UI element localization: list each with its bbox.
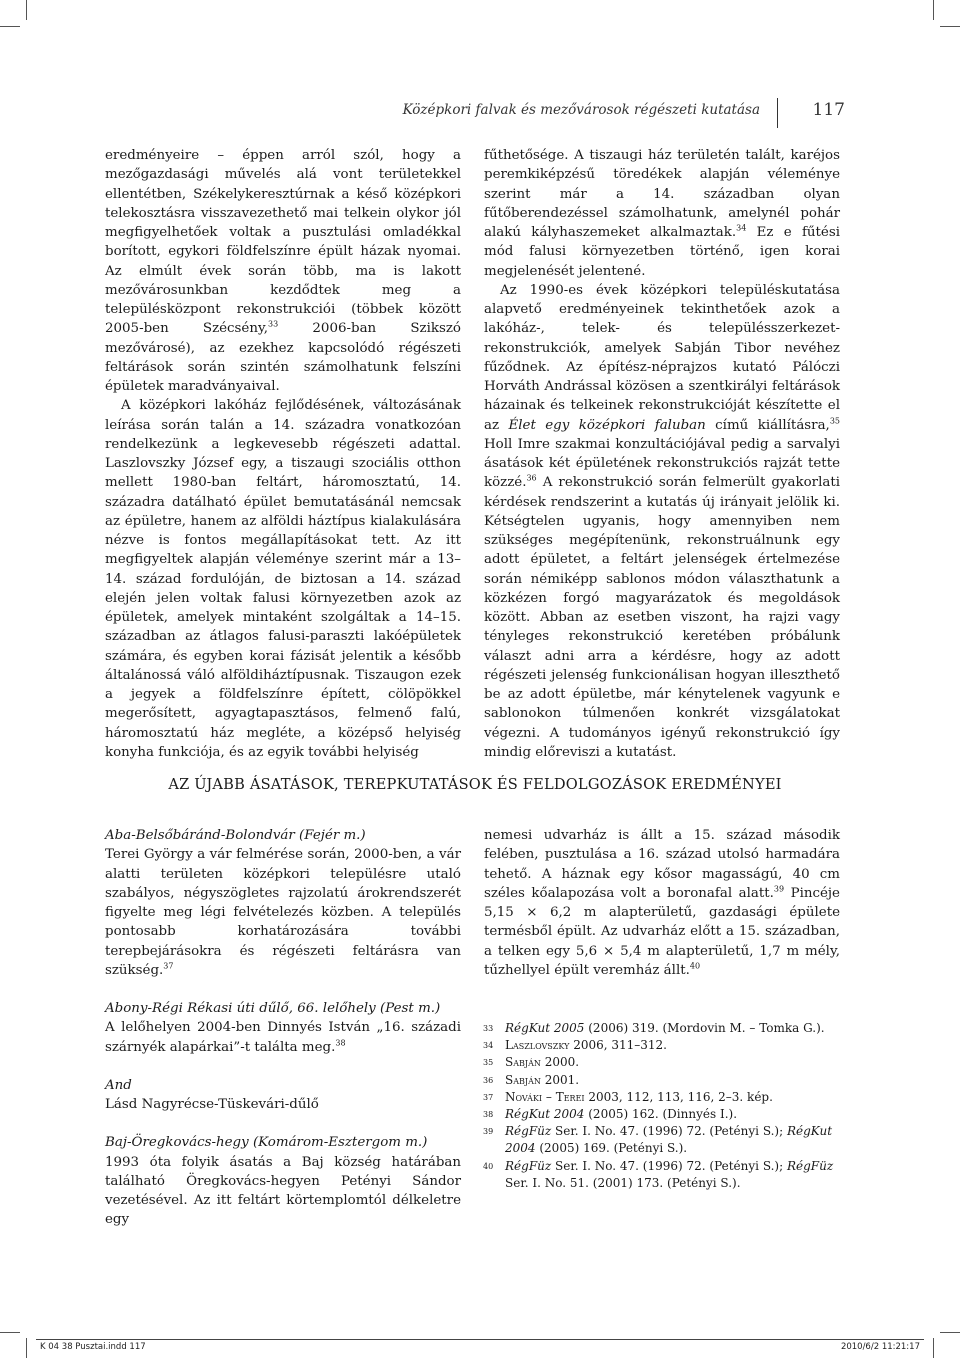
footnote-text: Nováki – Terei: [505, 1089, 585, 1104]
footnote-ref[interactable]: 36: [526, 473, 537, 483]
slug-file: K 04 38 Pusztai.indd 117: [40, 1342, 146, 1352]
footnote-text: RégKut 2004: [505, 1124, 833, 1156]
footnote-ref[interactable]: 40: [689, 961, 701, 971]
footnote-number: 40: [483, 1161, 494, 1171]
entry-text: Terei György a vár felmérése során, 2000-ben, a vár alatti területen középkori településre utaló szabályos, négyszögletes rajzolatú árokrendszerét figyelte meg légi felvételezés közben. A település pontosabb korhatározására további terepbejárásokra és régészeti feltárásra van szükség.$^{37}$: [105, 847, 461, 978]
footnote: [483, 1106, 843, 1123]
left-column-body: [105, 146, 461, 762]
page-number: 117: [812, 100, 845, 120]
footnote-text: RégFüz: [505, 1158, 552, 1173]
footnote: [483, 1089, 843, 1106]
footnote-ref[interactable]: 37: [163, 961, 174, 971]
section-heading: AZ ÚJABB ÁSATÁSOK, TEREPKUTATÁSOK ÉS FELDOLGOZÁSOK EREDMÉNYEI: [168, 776, 782, 793]
running-title: Középkori falvak és mezővárosok régészeti kutatása: [402, 102, 760, 118]
footnote-ref[interactable]: 33: [268, 319, 279, 329]
entry-text: 1993 óta folyik ásatás a Baj község határában található Öregkovács-hegyen Petényi Sándor vezetésével. Az itt feltárt körtemplomtól délkeletre egy: [105, 1154, 461, 1228]
right-column-lower: [484, 826, 840, 980]
footnote-text: RégFüz: [505, 1124, 552, 1139]
gazetteer-entry: [105, 999, 461, 1057]
footnote: [483, 1123, 843, 1157]
footnote-number: 34: [483, 1041, 494, 1051]
footnote-text: RégKut 2005: [505, 1021, 585, 1035]
footnote-number: 38: [483, 1110, 494, 1120]
crop-mark: [933, 1338, 934, 1358]
footnote: [483, 1037, 843, 1054]
footnote-number: 37: [483, 1092, 494, 1102]
footnote-text: 2001.: [540, 1072, 580, 1087]
footnotes: [483, 1020, 843, 1192]
footnote-number: 35: [483, 1058, 494, 1068]
entry-text: A lelőhelyen 2004-ben Dinnyés István „16. századi szárnyék alapárkai”-t találta meg.$^{38}$: [105, 1020, 461, 1055]
footnote-text: Ser. I. No. 47. (1996) 72. (Petényi S.);: [551, 1124, 787, 1139]
footnote-ref[interactable]: 35: [829, 416, 840, 426]
footnote-text: Sabján: [505, 1072, 541, 1087]
paragraph: A középkori lakóház fejlődésének, változásának leírása során talán a 14. századra vonatkozóan rendelkezünk a legkevesebb régészeti adattal. Laszlovszky József egy, a tiszaugi szociális otthon mellett 1980-ban feltárt, háromosztatú, 14. századra datálható épület bemutatásánál nemcsak az épületre, hanem az alföldi háztípus kialakulására nézve is fontos megállapításokat tett. Az itt megfigyeltek alapján véleménye szerint már a 13–14. század fordulóján, de biztosan a 14. század elején jelen voltak falusi környezetben azok az épületek, amelyek mintaként szolgáltak a 14–15. században az átlagos falusi-paraszti lakóépületek számára, és egyben korai fázisát jelentik a később általánossá váló alföldiháztípusnak. Tiszaugon ezek a jegyek a földfelszínre épített, cölöpökkel megerősített, agyagtapasztásos, felmenő falú, háromosztatú ház megléte, a középső helyiség konyha funkciója, és az egyik további helyiség: [105, 398, 461, 760]
crop-mark: [940, 26, 960, 27]
footnote-text: Ser. I. No. 47. (1996) 72. (Petényi S.);: [551, 1158, 787, 1173]
gazetteer-entries: [105, 826, 461, 1249]
footnote-text: Laszlovszky: [505, 1038, 570, 1053]
header-divider: [777, 98, 778, 128]
entry-title: And: [105, 1077, 132, 1093]
print-slug: [36, 1339, 924, 1353]
footnote-ref[interactable]: 34: [736, 223, 747, 233]
footnote-number: 39: [483, 1127, 494, 1137]
right-column-body: [484, 146, 840, 762]
footnote: [483, 1020, 843, 1037]
entry-title: Abony-Régi Rékasi úti dűlő, 66. lelőhely (Pest m.): [105, 1001, 441, 1016]
footnote-text: 2000.: [540, 1055, 580, 1070]
footnote-number: 36: [483, 1075, 494, 1085]
footnote: [483, 1072, 843, 1089]
crop-mark: [0, 26, 20, 27]
crop-mark: [26, 0, 27, 20]
paragraph: eredményeire – éppen arról szól, hogy a mezőgazdasági művelés alá vont területekkel ellentétben, Székelykeresztúrnak a késő középkori telekosztásra visszavezethető mai telkein olykor jól megfigyelhetőek voltak a pusztulási omladékkal borított, egykori földfelszínre épült házak nyomai. Az elmúlt évek során több, ma is lakott mezővárosunkban kezdődtek meg a településközpont rekonstrukciói (többek között 2005-ben Szécsény,$^{33}$ 2006-ban Szikszó mezővárosé), az ezekhez kapcsolódó régészeti feltárások során szintén számolhatunk felszíni épületek maradványaival.: [105, 148, 461, 394]
entry-text: Lásd Nagyrécse-Tüskevári-dűlő: [105, 1097, 319, 1112]
gazetteer-entry: [105, 1076, 461, 1115]
crop-mark: [933, 0, 934, 20]
slug-timestamp: 2010/6/2 11:21:17: [840, 1342, 920, 1352]
crop-mark: [0, 1332, 20, 1333]
footnote-text: RégFüz: [786, 1158, 834, 1173]
footnote-text: Sabján: [505, 1055, 541, 1070]
footnote-text: RégKut 2004: [505, 1107, 585, 1122]
paragraph: fűthetősége. A tiszaugi ház területén talált, karéjos peremkiképzésű töredékek alapján véleménye szerint már a 14. században olyan fűtőberendezéssel számolhatunk, amelynél pohár alakú kályhaszemeket alkalmaztak.$^{34}$ Ez e fűtési mód falusi környezetben történő, igen korai megjelenését jelentené.: [484, 148, 840, 279]
footnote-text: (2006) 319. (Mordovin M. – Tomka G.).: [584, 1021, 825, 1035]
crop-mark: [940, 1332, 960, 1333]
footnote-text: (2005) 169. (Petényi S.).: [535, 1141, 688, 1156]
footnote-ref[interactable]: 38: [335, 1038, 346, 1048]
footnote-number: 33: [483, 1024, 494, 1033]
footnote-text: 2003, 112, 113, 116, 2–3. kép.: [584, 1089, 773, 1104]
footnote-text: Ser. I. No. 51. (2001) 173. (Petényi S.).: [505, 1175, 741, 1190]
footnote-ref[interactable]: 39: [773, 884, 785, 894]
page-header: [105, 98, 845, 128]
entry-title: Baj-Öregkovács-hegy (Komárom-Esztergom m.): [105, 1135, 428, 1151]
footnote: [483, 1158, 843, 1192]
entry-title: Aba-Belsőbáránd-Bolondvár (Fejér m.): [105, 828, 366, 843]
paragraph: Az 1990-es évek középkori településkutatása alapvető eredményeinek tekinthetőek azok a lakóház-, telek- és településszerkezet-rekonstrukciók, amelyek Sabján Tibor nevéhez fűződnek. Az építész-néprajzos kutató Pálóczi Horváth Andrással közösen a szentkirályi feltárások házainak és telkeinek rekonstrukcióját készítette el az Élet egy középkori faluban című kiállításra,$^{35}$ Holl Imre szakmai konzultációjával pedig a sarvalyi ásatások két épületének rekonstrukciós rajzát tette közzé.$^{36}$ A rekonstrukció során felmerült gyakorlati kérdések rendszerint a kutatás új irányait jelölik ki. Kétségtelen ugyanis, hogy amennyiben nem szükséges megépítenünk, rekonstruálnunk egy adott épületet, a feltárt jelenségek értelmezése során némiképp sablonos módon választhatunk a közkézen forgó magyarázatok és megoldások között. Abban az esetben viszont, ha rajzi vagy tényleges rekonstrukció keretében próbálunk választ adni arra a kérdésre, hogy az adott régészeti jelenség funkcionálisan hogyan illeszthető be az adott épületbe, már kénytelenek vagyunk e sablonokon túlmenően konkrét vizsgálatokat végezni. A tudományos igényű rekonstrukció így mindig előreviszi a kutatást.: [484, 282, 840, 760]
footnote-text: 2006, 311–312.: [569, 1038, 667, 1053]
gazetteer-entry: [105, 1133, 461, 1229]
footnote-text: (2005) 162. (Dinnyés I.).: [584, 1107, 738, 1122]
footnote: [483, 1054, 843, 1071]
gazetteer-entry: [105, 826, 461, 980]
crop-mark: [26, 1338, 27, 1358]
paragraph: nemesi udvarház is állt a 15. század második felében, pusztulása a 16. század utolsó harmadára tehető. A háznak egy kősor magasságú, 40 cm széles kőalapozása volt a boronafal alatt.$^{39}$ Pincéje 5,15 × 6,2 m alapterületű, gazdasági épülete termésből épült. Az udvarház előtt a 15. században, a telken egy 5,6 × 5,4 m alapterületű, 1,7 m mély, tűzhellyel épült veremház állt.$^{40}$: [484, 828, 840, 978]
